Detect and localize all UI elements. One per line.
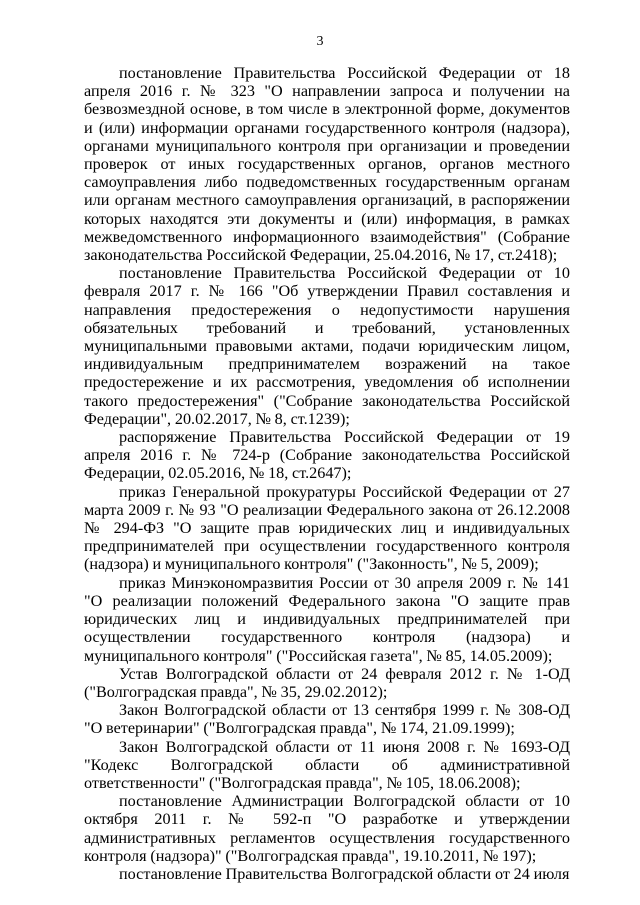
paragraph-post-continued: постановление Правительства Волгоградской области от 24 июля (119, 864, 570, 883)
paragraph-rasp-724r: распоряжение Правительства Российской Федерации от 19 апреля 2016 г. № 724-р (Собрание законодательства Российской Федерации, 02.05.2016, № 18, ст.2647); (84, 428, 570, 483)
paragraph-post-592p: постановление Администрации Волгоградской области от 10 октября 2011 г. № 592-п "О разработке и утверждении административных регламентов осуществления государственного контроля (надзора)" ("Волгоградская правда", 19.10.2011, № 197); (84, 792, 570, 865)
paragraph-zakon-308od: Закон Волгоградской области от 13 сентября 1999 г. № 308-ОД "О ветеринарии" ("Волгоградская правда", № 174, 21.09.1999); (84, 701, 570, 738)
paragraph-ustav: Устав Волгоградской области от 24 февраля 2012 г. № 1-ОД ("Волгоградская правда", № 35, 29.02.2012); (84, 664, 570, 701)
paragraph-zakon-1693od: Закон Волгоградской области от 11 июня 2008 г. № 1693-ОД "Кодекс Волгоградской области об административной ответственности" ("Волгоградская правда", № 105, 18.06.2008); (84, 737, 570, 792)
page-number: 3 (316, 34, 324, 49)
paragraph-pp-323: постановление Правительства Российской Федерации от 18 апреля 2016 г. № 323 "О направлении запроса и получении на безвозмездной основе, в том числе в электронной форме, документов и (или) информации органами государственного контроля (надзора), органами муниципального контроля при организации и проведении проверок от иных государственных органов, органов местного самоуправления либо подведомственных государственным органам или органам местного самоуправления организаций, в распоряжении которых находятся эти документы и (или) информация, в рамках межведомственного информационного взаимодействия" (Собрание законодательства Российской Федерации, 25.04.2016, № 17, ст.2418); (84, 64, 570, 265)
paragraph-prikaz-141: приказ Минэкономразвития России от 30 апреля 2009 г. № 141 "О реализации положений Федерального закона "О защите прав юридических лиц и индивидуальных предпринимателей при осуществлении государственного контроля (надзора) и муниципального контроля" ("Российская газета", № 85, 14.05.2009); (84, 573, 570, 665)
paragraph-prikaz-93: приказ Генеральной прокуратуры Российской Федерации от 27 марта 2009 г. № 93 "О реализации Федерального закона от 26.12.2008 № 294-ФЗ "О защите прав юридических лиц и индивидуальных предпринимателей при осуществлении государственного контроля (надзора) и муниципального контроля" ("Законность", № 5, 2009); (84, 482, 570, 574)
paragraph-pp-166: постановление Правительства Российской Федерации от 10 февраля 2017 г. № 166 "Об утверждении Правил составления и направления предостережения о недопустимости нарушения обязательных требований и требований, установленных муниципальными правовыми актами, подачи юридическим лицом, индивидуальным предпринимателем возражений на такое предостережение и их рассмотрения, уведомления об исполнении такого предостережения" ("Собрание законодательства Российской Федерации", 20.02.2017, № 8, ст.1239); (84, 264, 570, 428)
document-body (84, 64, 570, 883)
